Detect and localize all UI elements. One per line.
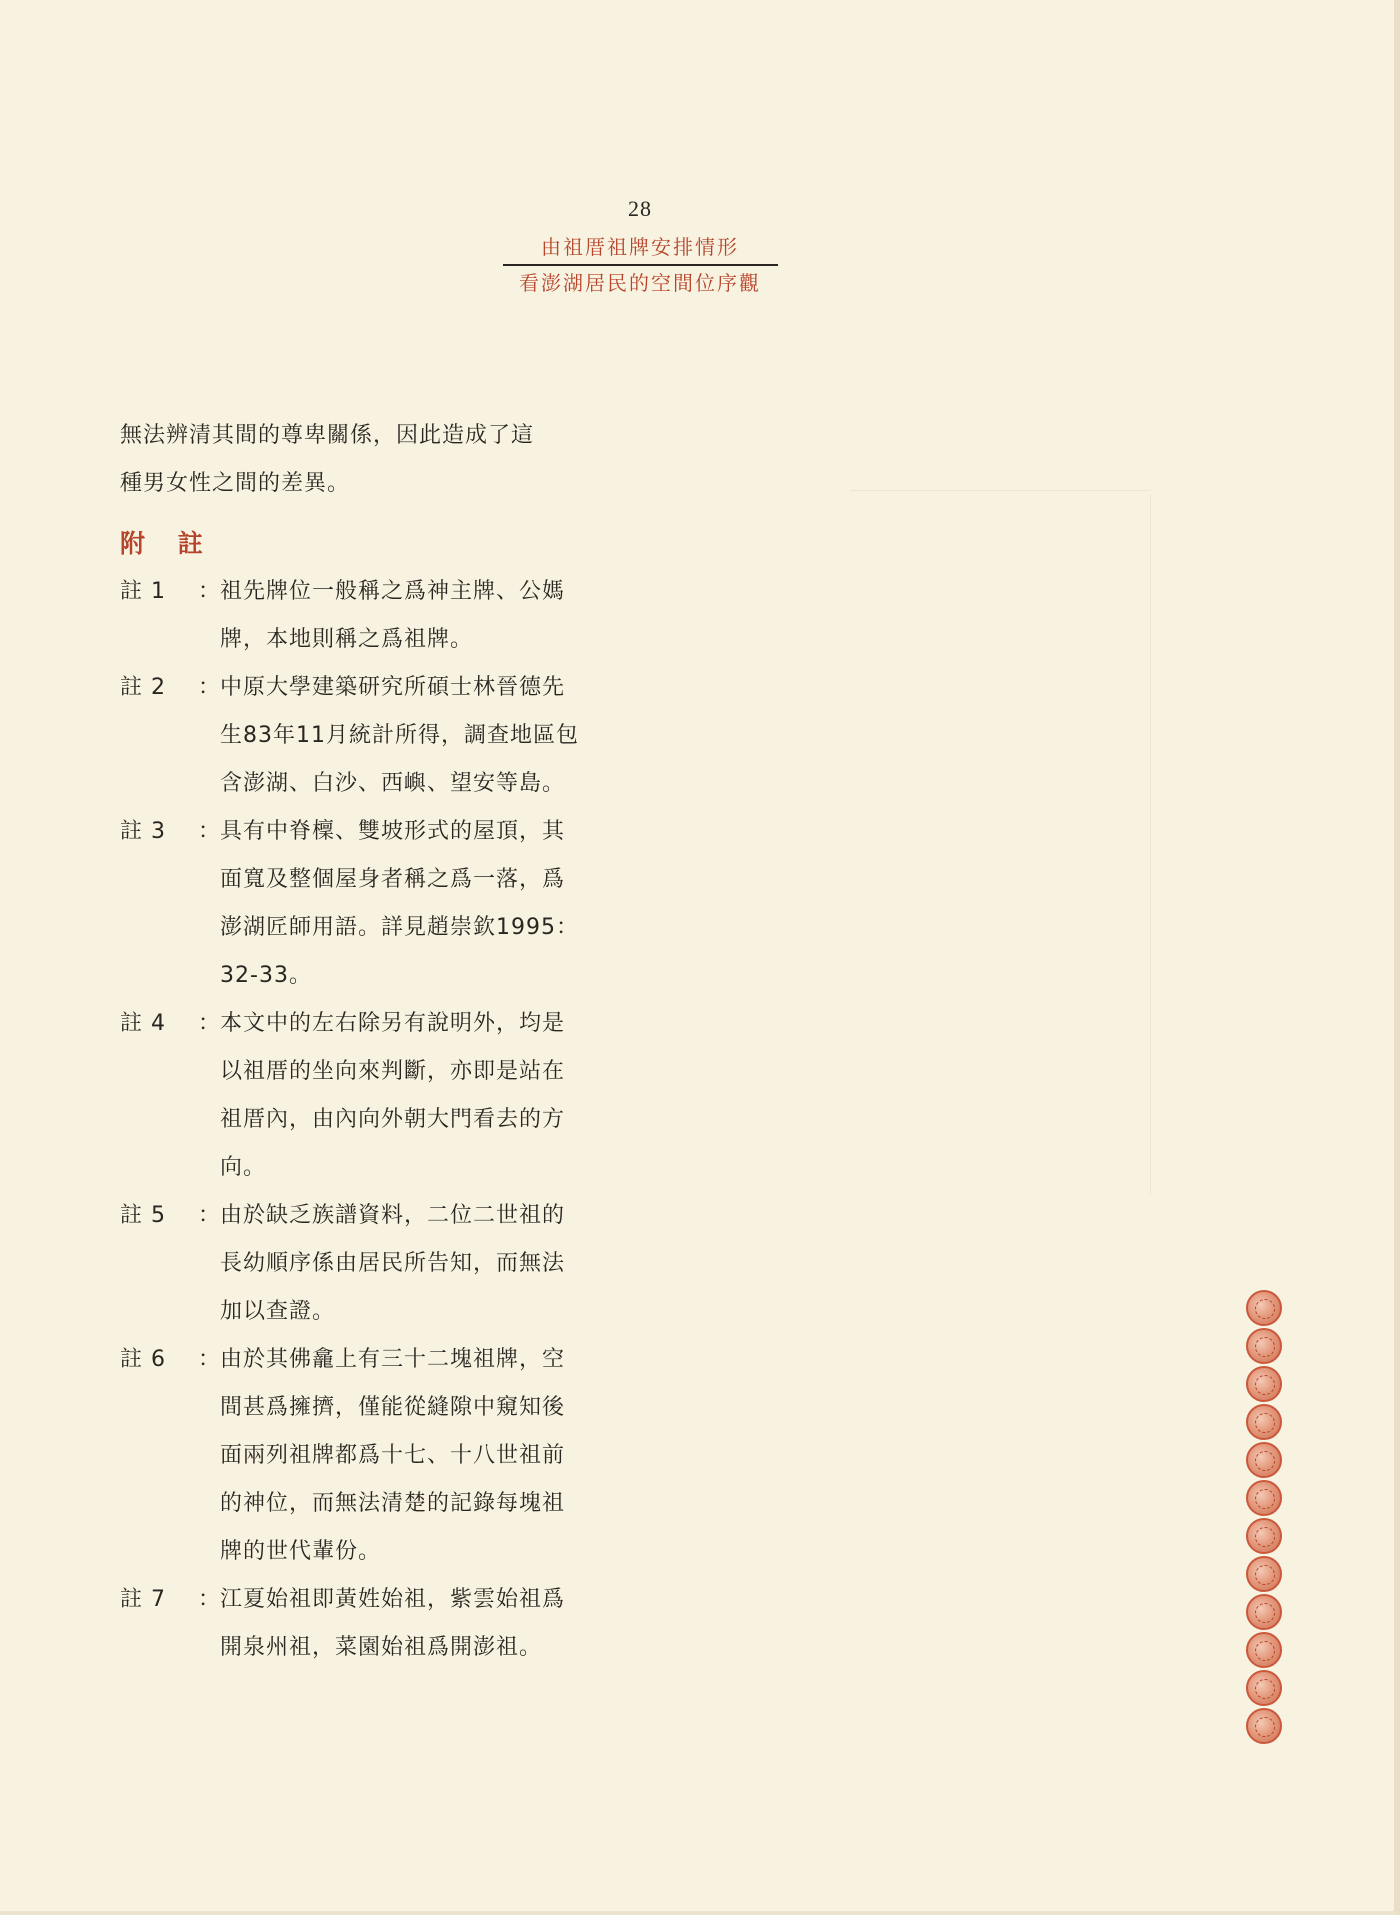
note-label: 註 6	[120, 1347, 166, 1372]
note-line: 澎湖匠師用語。詳見趙崇欽1995：	[220, 915, 580, 940]
seal-stamp-icon	[1246, 1404, 1282, 1440]
note-line: 向。	[220, 1155, 267, 1180]
note-line: 生83年11月統計所得，調查地區包	[220, 723, 580, 748]
seal-stamp-icon	[1246, 1670, 1282, 1706]
note-text	[220, 568, 600, 664]
note-item	[120, 1576, 600, 1672]
note-line: 間甚爲擁擠，僅能從縫隙中窺知後	[220, 1395, 566, 1420]
note-line: 牌的世代輩份。	[220, 1539, 382, 1564]
note-colon: ：	[198, 1347, 221, 1372]
seal-stamp-icon	[1246, 1328, 1282, 1364]
note-label: 註 7	[120, 1587, 166, 1612]
note-line: 以祖厝的坐向來判斷，亦即是站在	[220, 1059, 566, 1084]
note-text	[220, 664, 600, 808]
notes-list	[120, 568, 600, 1672]
note-colon: ：	[198, 579, 221, 604]
note-colon: ：	[198, 1203, 221, 1228]
note-item	[120, 664, 600, 808]
note-label: 註 2	[120, 675, 166, 700]
note-line: 加以查證。	[220, 1299, 336, 1324]
header-rule	[503, 264, 778, 266]
bleed-through-line	[850, 490, 1150, 491]
note-line: 含澎湖、白沙、西嶼、望安等島。	[220, 771, 566, 796]
main-text	[120, 412, 600, 1672]
seal-stamp-icon	[1246, 1632, 1282, 1668]
seal-stamp-icon	[1246, 1366, 1282, 1402]
seal-stamp-column	[1244, 1290, 1284, 1746]
seal-stamp-icon	[1246, 1480, 1282, 1516]
note-line: 長幼順序係由居民所告知，而無法	[220, 1251, 566, 1276]
seal-stamp-icon	[1246, 1518, 1282, 1554]
note-line: 面寬及整個屋身者稱之爲一落，爲	[220, 867, 566, 892]
seal-stamp-icon	[1246, 1594, 1282, 1630]
seal-stamp-icon	[1246, 1708, 1282, 1744]
note-text	[220, 1576, 600, 1672]
note-line: 中原大學建築研究所碩士林晉德先	[220, 675, 566, 700]
note-item	[120, 1000, 600, 1192]
seal-stamp-icon	[1246, 1442, 1282, 1478]
note-text	[220, 808, 600, 1000]
note-line: 牌，本地則稱之爲祖牌。	[220, 627, 474, 652]
note-line: 由於缺乏族譜資料，二位二世祖的	[220, 1203, 566, 1228]
note-label: 註 4	[120, 1011, 166, 1036]
note-text	[220, 1192, 600, 1336]
note-item	[120, 568, 600, 664]
note-line: 的神位，而無法清楚的記錄每塊祖	[220, 1491, 566, 1516]
body-line: 無法辨清其間的尊卑關係，因此造成了這	[120, 423, 535, 448]
note-item	[120, 808, 600, 1000]
note-line: 祖厝內，由內向外朝大門看去的方	[220, 1107, 566, 1132]
note-item	[120, 1192, 600, 1336]
note-colon: ：	[198, 819, 221, 844]
note-line: 江夏始祖即黃姓始祖，紫雲始祖爲	[220, 1587, 566, 1612]
note-line: 本文中的左右除另有說明外，均是	[220, 1011, 566, 1036]
note-line: 具有中脊檁、雙坡形式的屋頂，其	[220, 819, 566, 844]
note-label: 註 1	[120, 579, 166, 604]
note-line: 開泉州祖，菜園始祖爲開澎祖。	[220, 1635, 543, 1660]
note-label: 註 3	[120, 819, 166, 844]
seal-stamp-icon	[1246, 1556, 1282, 1592]
note-line: 面兩列祖牌都爲十七、十八世祖前	[220, 1443, 566, 1468]
note-line: 32-33。	[220, 963, 312, 988]
page-header	[460, 196, 820, 298]
bleed-through-line-vertical	[1150, 495, 1151, 1195]
notes-heading: 附 註	[120, 529, 215, 558]
body-line: 種男女性之間的差異。	[120, 471, 351, 496]
note-line: 祖先牌位一般稱之爲神主牌、公媽	[220, 579, 566, 604]
running-title-line2: 看澎湖居民的空間位序觀	[519, 271, 761, 295]
note-colon: ：	[198, 675, 221, 700]
body-paragraph	[120, 412, 600, 508]
note-text	[220, 1000, 600, 1192]
note-colon: ：	[198, 1587, 221, 1612]
running-title-line1: 由祖厝祖牌安排情形	[541, 235, 739, 259]
note-colon: ：	[198, 1011, 221, 1036]
page-number: 28	[628, 196, 652, 221]
note-line: 由於其佛龕上有三十二塊祖牌，空	[220, 1347, 566, 1372]
seal-stamp-icon	[1246, 1290, 1282, 1326]
note-text	[220, 1336, 600, 1576]
note-label: 註 5	[120, 1203, 166, 1228]
note-item	[120, 1336, 600, 1576]
